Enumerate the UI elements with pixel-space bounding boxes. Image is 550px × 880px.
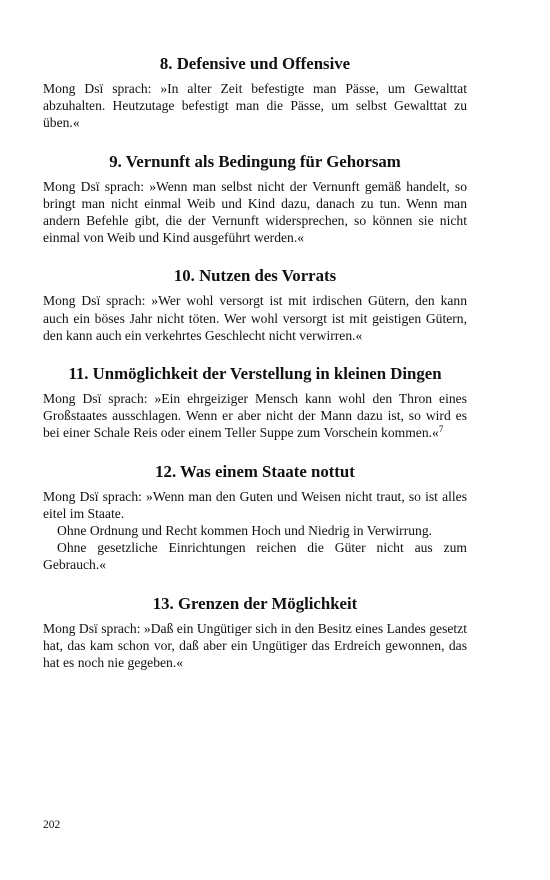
section-paragraph: Ohne gesetzliche Einrichtungen reichen die Güter nicht aus zum Gebrauch.« [43,540,467,573]
section-paragraph-text: Mong Dsï sprach: »Ein ehrgeiziger Mensch kann wohl den Thron eines Großstaates ausschlagen. Wenn er aber nicht der Mann dazu ist, so wird es bei einer Schale Reis oder einem Teller Suppe zum Vorschein kommen.« [43,391,467,441]
section-9 [43,152,467,247]
section-paragraph: Ohne Ordnung und Recht kommen Hoch und Niedrig in Verwirrung. [57,523,433,539]
section-10 [43,266,467,344]
section-heading: 10. Nutzen des Vorrats [173,266,337,286]
page-number: 202 [43,819,61,831]
section-heading: 12. Was einem Staate nottut [155,461,355,481]
section-12 [43,462,467,574]
section-paragraph: Mong Dsï sprach: »Wenn man selbst nicht der Vernunft gemäß handelt, so bringt man nicht einmal Weib und Kind dazu, danach zu tun. Wenn man andern Befehle gibt, die der Vernunft widersprechen, so können sie nicht einmal von Weib und Kind ausgeführt werden.« [43,178,467,246]
section-paragraph-with-footnote [43,390,467,442]
section-paragraph: Mong Dsï sprach: »In alter Zeit befestigte man Pässe, um Gewalttat abzuhalten. Heutzutage befestigt man die Pässe, um selbst Gewalttat zu üben.« [43,81,467,131]
section-paragraph: Mong Dsï sprach: »Daß ein Ungütiger sich in den Besitz eines Landes gesetzt hat, das kam schon vor, daß aber ein Ungütiger das Erdreich gewonnen, das hat es noch nie gegeben.« [43,620,467,671]
page-content [43,54,467,671]
section-heading: 11. Unmöglichkeit der Verstellung in kleinen Dingen [68,364,442,384]
section-8 [43,54,467,132]
section-heading: 13. Grenzen der Möglichkeit [152,593,358,613]
section-heading: 9. Vernunft als Bedingung für Gehorsam [109,151,401,171]
section-11 [43,364,467,442]
section-paragraph: Mong Dsï sprach: »Wer wohl versorgt ist mit irdischen Gütern, den kann auch ein böses Jahr nicht töten. Wer wohl versorgt ist mit geistigen Gütern, den kann auch ein verkehrtes Geschlecht nicht verwirren.« [43,293,467,343]
section-13 [43,594,467,672]
section-paragraph: Mong Dsï sprach: »Wenn man den Guten und Weisen nicht traut, so ist alles eitel im Staate. [43,488,467,521]
footnote-marker: 7 [438,424,444,435]
section-heading: 8. Defensive und Offensive [159,54,351,73]
